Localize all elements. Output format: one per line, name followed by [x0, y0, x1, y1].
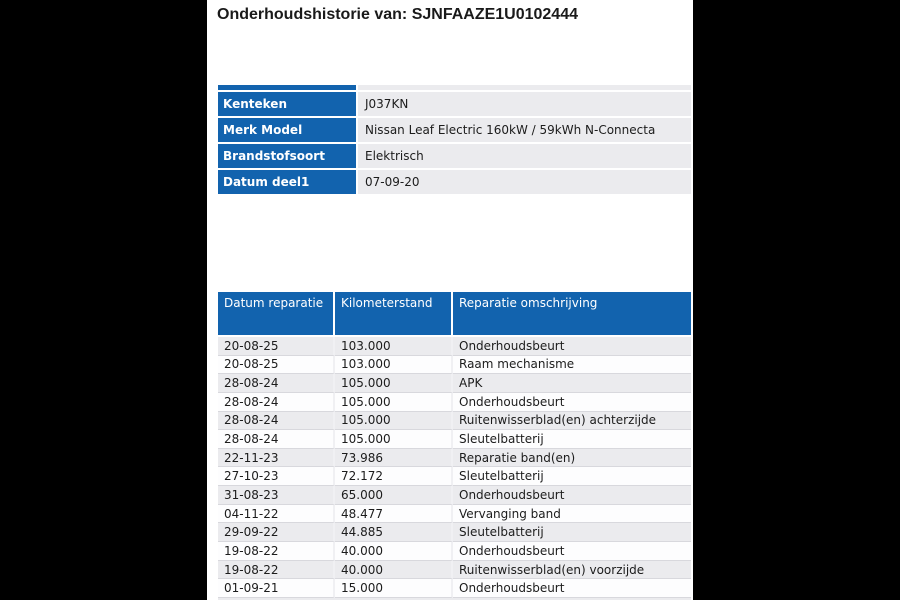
repair-date-cell: 28-08-24: [218, 374, 335, 393]
repair-km-cell: 48.477: [335, 505, 453, 524]
repair-desc-cell: Onderhoudsbeurt: [453, 486, 691, 505]
vehicle-info-table: [218, 85, 691, 194]
repair-desc-cell: Sleutelbatterij: [453, 467, 691, 486]
column-header-reparatie-omschrijving: Reparatie omschrijving: [453, 292, 691, 337]
repair-km-cell: 44.885: [335, 523, 453, 542]
repair-desc-cell: APK: [453, 374, 691, 393]
info-value-kenteken: J037KN: [358, 92, 691, 116]
repair-km-cell: 103.000: [335, 356, 453, 375]
repair-date-cell: 31-08-23: [218, 486, 335, 505]
info-table-top-strip-value: [358, 85, 691, 90]
info-table-top-strip-label: [218, 85, 356, 90]
repair-km-cell: 15.000: [335, 579, 453, 598]
repair-date-cell: 27-10-23: [218, 467, 335, 486]
repair-km-cell: 40.000: [335, 561, 453, 580]
repair-desc-cell: Onderhoudsbeurt: [453, 579, 691, 598]
repair-km-cell: 105.000: [335, 393, 453, 412]
repair-desc-cell: Raam mechanisme: [453, 356, 691, 375]
repair-desc-cell: Vervanging band: [453, 505, 691, 524]
repair-date-cell: 28-08-24: [218, 412, 335, 431]
info-label-kenteken: Kenteken: [218, 92, 356, 116]
info-value-brandstofsoort: Elektrisch: [358, 144, 691, 168]
repair-km-cell: 105.000: [335, 412, 453, 431]
repair-date-cell: 28-08-24: [218, 430, 335, 449]
repair-desc-cell: Onderhoudsbeurt: [453, 393, 691, 412]
repair-km-cell: 73.986: [335, 449, 453, 468]
repair-date-cell: 01-09-21: [218, 579, 335, 598]
repair-km-cell: 72.172: [335, 467, 453, 486]
repair-desc-cell: Onderhoudsbeurt: [453, 542, 691, 561]
repair-desc-cell: Sleutelbatterij: [453, 523, 691, 542]
repair-history-table: [218, 292, 691, 600]
repair-date-cell: 19-08-22: [218, 542, 335, 561]
info-value-datum-deel1: 07-09-20: [358, 170, 691, 194]
repair-date-cell: 20-08-25: [218, 337, 335, 356]
repair-date-cell: 20-08-25: [218, 356, 335, 375]
info-label-merk-model: Merk Model: [218, 118, 356, 142]
repair-desc-cell: Sleutelbatterij: [453, 430, 691, 449]
repair-km-cell: 40.000: [335, 542, 453, 561]
repair-desc-cell: Reparatie band(en): [453, 449, 691, 468]
repair-km-cell: 65.000: [335, 486, 453, 505]
repair-desc-cell: Ruitenwisserblad(en) achterzijde: [453, 412, 691, 431]
column-header-datum-reparatie: Datum reparatie: [218, 292, 335, 337]
repair-date-cell: 22-11-23: [218, 449, 335, 468]
repair-date-cell: 29-09-22: [218, 523, 335, 542]
info-label-datum-deel1: Datum deel1: [218, 170, 356, 194]
repair-date-cell: 28-08-24: [218, 393, 335, 412]
repair-km-cell: 103.000: [335, 337, 453, 356]
document-page: [207, 0, 693, 600]
column-header-kilometerstand: Kilometerstand: [335, 292, 453, 337]
repair-date-cell: 19-08-22: [218, 561, 335, 580]
repair-date-cell: 04-11-22: [218, 505, 335, 524]
info-label-brandstofsoort: Brandstofsoort: [218, 144, 356, 168]
repair-km-cell: 105.000: [335, 374, 453, 393]
repair-desc-cell: Onderhoudsbeurt: [453, 337, 691, 356]
repair-desc-cell: Ruitenwisserblad(en) voorzijde: [453, 561, 691, 580]
info-value-merk-model: Nissan Leaf Electric 160kW / 59kWh N-Connecta: [358, 118, 691, 142]
page-title: Onderhoudshistorie van: SJNFAAZE1U0102444: [217, 6, 578, 23]
repair-km-cell: 105.000: [335, 430, 453, 449]
